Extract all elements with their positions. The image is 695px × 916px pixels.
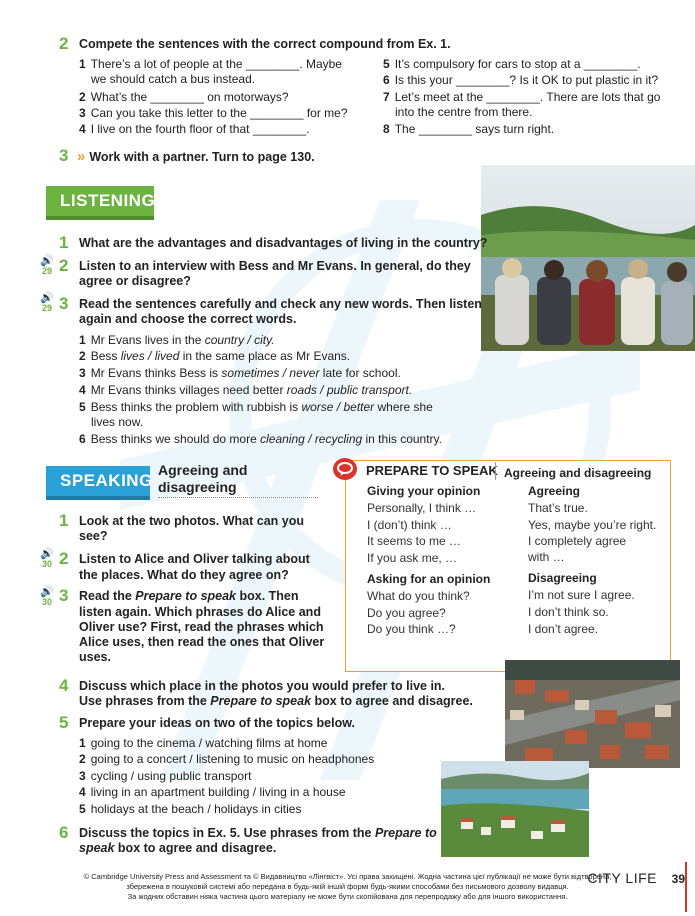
speaking-ex3-line5: uses. [79, 650, 111, 664]
footer-line: За жодних обставин ніяка частина цього матеріалу не може бути скопійована для перепродажу або для іншого використання. [127, 892, 568, 901]
speaking-ex2 [59, 549, 310, 568]
speech-bubble-icon [333, 458, 357, 480]
item-number: 5 [383, 57, 390, 71]
listening-band: LISTENING [46, 186, 154, 216]
ex-heading-text: box to agree and disagree. [114, 841, 277, 855]
ex-heading-text: Look at the two photos. What can you [79, 514, 304, 528]
item-text: Let’s meet at the ________. There are lots that go [394, 90, 661, 104]
list-item-cont: lives now. [91, 415, 144, 429]
ex2-number: 2 [59, 34, 69, 53]
item-number: 3 [79, 366, 86, 380]
speaker-icon: 🔊 [40, 255, 54, 267]
list-item [79, 400, 433, 415]
item-number: 3 [79, 769, 86, 783]
item-text: cycling / using public transport [90, 769, 252, 783]
list-item [79, 57, 342, 72]
item-number: 4 [79, 383, 86, 397]
list-item [79, 769, 251, 784]
listening-ex2-line2: agree or disagree? [79, 274, 191, 288]
list-item [79, 736, 327, 751]
list-item [79, 349, 350, 364]
item-number: 1 [79, 736, 86, 750]
friends-lake-image [481, 165, 695, 351]
phrase: That’s true. [528, 501, 588, 515]
photo-friends-lake [481, 165, 695, 351]
ex-number: 1 [59, 233, 69, 252]
city-aerial-image [505, 660, 680, 768]
speaking-ex3-line2: listen again. Which phrases do Alice and [79, 605, 321, 619]
item-choice: sometimes / never [221, 366, 320, 380]
chevrons-icon: » [77, 148, 86, 165]
ex-heading-text: What are the advantages and disadvantages of living in the country? [79, 236, 488, 250]
track-number: 29 [41, 303, 52, 313]
ex-heading-text: box. Then [236, 589, 299, 603]
item-number: 4 [79, 122, 86, 136]
ex3-number: 3 [59, 146, 69, 165]
phrase: I (don’t) think … [367, 518, 452, 532]
item-number: 6 [383, 73, 390, 87]
ex-heading-text: box to agree and disagree. [311, 694, 473, 708]
disagreeing-heading: Disagreeing [528, 571, 597, 585]
ex-number: 4 [59, 676, 69, 695]
phrase: If you ask me, … [367, 551, 458, 565]
item-text: It’s compulsory for cars to stop at a ________. [394, 57, 641, 71]
speaking-ex1 [59, 511, 304, 530]
audio-track-29[interactable] [39, 256, 55, 276]
listening-ex3 [59, 294, 482, 313]
track-number: 30 [41, 559, 52, 569]
list-item [79, 383, 412, 398]
speaking-ex5 [59, 713, 355, 732]
title-separator [495, 462, 496, 480]
list-item [383, 57, 641, 72]
item-text: going to a concert / listening to music on headphones [90, 752, 375, 766]
audio-track-29[interactable] [39, 293, 55, 313]
item-choice: worse / better [301, 400, 375, 414]
item-text: holidays at the beach / holidays in cities [90, 802, 302, 816]
item-text: where she [374, 400, 433, 414]
ex-heading-italic: speak [79, 841, 115, 855]
page-edge-marker [685, 862, 695, 912]
speaking-ex1-line2: see? [79, 529, 108, 543]
list-item [383, 122, 554, 137]
item-number: 2 [79, 90, 86, 104]
item-text: late for school. [319, 366, 401, 380]
speaker-icon: 🔊 [40, 586, 54, 598]
item-number: 5 [79, 802, 86, 816]
phrase: I’m not sure I agree. [528, 588, 635, 602]
phrase: Yes, maybe you’re right. [528, 518, 657, 532]
ex-heading-text: Discuss which place in the photos you would prefer to live in. [79, 679, 446, 693]
phrase: What do you think? [367, 589, 470, 603]
item-text: in this country. [362, 432, 442, 446]
ex-heading-text: Read the [79, 589, 136, 603]
item-text: Mr Evans thinks villages need better [90, 383, 287, 397]
phrase: I completely agree [528, 534, 627, 548]
audio-track-30[interactable] [39, 549, 55, 569]
list-item [79, 785, 346, 800]
item-text: The ________ says turn right. [394, 122, 555, 136]
list-item [79, 802, 301, 817]
photo-city-aerial [505, 660, 680, 768]
item-text: Bess thinks we should do more [90, 432, 261, 446]
speaker-icon: 🔊 [40, 548, 54, 560]
ex-heading-text: Listen to Alice and Oliver talking about [79, 552, 310, 566]
item-number: 5 [79, 400, 86, 414]
item-number: 6 [79, 432, 86, 446]
speaking-ex3-line3: Oliver use? First, read the phrases which [79, 620, 324, 634]
audio-track-30[interactable] [39, 587, 55, 607]
ex-heading-italic: Prepare to speak [210, 694, 312, 708]
item-number: 2 [79, 752, 86, 766]
item-choice: roads / public transport. [286, 383, 413, 397]
item-text: There’s a lot of people at the ________. Maybe [90, 57, 342, 71]
list-item [79, 106, 348, 121]
item-choice: cleaning / recycling [260, 432, 363, 446]
item-number: 3 [79, 106, 86, 120]
page-number: 39 [671, 872, 685, 886]
item-choice: lives / lived [120, 349, 180, 363]
list-item [79, 333, 275, 348]
speaking-ex4 [59, 676, 446, 695]
prepare-subtitle: Agreeing and disagreeing [504, 466, 652, 480]
footer-line: збережена в пошуковій системі або передана в будь-якій іншій формі будь-якими способами без письмового дозволу видавця. [126, 882, 569, 891]
listening-ex1 [59, 233, 488, 252]
ex-number: 2 [59, 549, 69, 568]
ex-number: 3 [59, 586, 69, 605]
unit-name: CITY LIFE [587, 870, 657, 886]
phrase: It seems to me … [367, 534, 462, 548]
phrase: I don’t think so. [528, 605, 609, 619]
phrase: with … [528, 550, 565, 564]
speaking-ex6-line2 [79, 841, 276, 856]
track-number: 30 [41, 597, 52, 607]
list-item [79, 366, 401, 381]
item-text: Mr Evans lives in the [90, 333, 205, 347]
ex-heading-italic: Prepare to [374, 826, 437, 840]
ex-heading-text: Discuss the topics in Ex. 5. Use phrases from the [79, 826, 375, 840]
listening-ex2 [59, 256, 471, 275]
speaking-ex3 [59, 586, 299, 605]
giving-opinion-heading: Giving your opinion [367, 484, 481, 498]
list-item [383, 73, 658, 88]
item-text: Bess [90, 349, 121, 363]
item-number: 2 [79, 349, 86, 363]
ex-number: 2 [59, 256, 69, 275]
list-item [383, 90, 660, 105]
listening-ex3-line2: again and choose the correct words. [79, 312, 297, 326]
list-item [79, 90, 289, 105]
list-item [79, 432, 442, 447]
item-number: 4 [79, 785, 86, 799]
item-choice: country / city. [204, 333, 275, 347]
list-item [79, 752, 374, 767]
speaking-ex3-line4: Alice uses, then read the ones that Oliver [79, 635, 325, 649]
ex-heading-text: Use phrases from the [79, 694, 211, 708]
item-number: 7 [383, 90, 390, 104]
item-text: Is this your ________? Is it OK to put plastic in it? [394, 73, 659, 87]
footer-line: © Cambridge University Press and Assessment та © Видавництво «Лінгвіст». Усі права захищені. Жодна частина цієї публікації не може бути відтворена, [83, 872, 612, 881]
speaking-subtitle-line2: disagreeing [158, 479, 237, 495]
coastal-village-image [441, 761, 589, 857]
item-text: in the same place as Mr Evans. [179, 349, 351, 363]
item-number: 1 [79, 57, 86, 71]
item-number: 8 [383, 122, 390, 136]
listening-band-shadow [46, 216, 154, 220]
ex-number: 5 [59, 713, 69, 732]
list-item-cont: into the centre from there. [395, 105, 533, 119]
ex-number: 6 [59, 823, 69, 842]
photo-coastal-village [441, 761, 589, 857]
speaking-band: SPEAKING [46, 466, 150, 496]
ex-heading-italic: Prepare to speak [135, 589, 237, 603]
item-text: Can you take this letter to the ________ for me? [90, 106, 348, 120]
item-number: 1 [79, 333, 86, 347]
ex3-top-heading [59, 146, 315, 165]
item-text: I live on the fourth floor of that ________. [90, 122, 310, 136]
track-number: 29 [41, 266, 52, 276]
ex-heading-text: Prepare your ideas on two of the topics below. [79, 716, 355, 730]
phrase: Personally, I think … [367, 501, 477, 515]
phrase: Do you agree? [367, 606, 446, 620]
speaking-ex2-line2: the places. What do they agree on? [79, 568, 289, 582]
asking-opinion-heading: Asking for an opinion [367, 572, 491, 586]
ex2-heading-text: Compete the sentences with the correct compound from Ex. 1. [79, 37, 451, 51]
phrase: Do you think …? [367, 622, 456, 636]
item-text: Mr Evans thinks Bess is [90, 366, 222, 380]
speaking-ex4-line2 [79, 694, 473, 709]
list-item-cont: we should catch a bus instead. [91, 72, 256, 86]
item-text: What’s the ________ on motorways? [90, 90, 289, 104]
ex-heading-text: Listen to an interview with Bess and Mr Evans. In general, do they [79, 259, 471, 273]
item-text: going to the cinema / watching films at home [90, 736, 328, 750]
ex-number: 1 [59, 511, 69, 530]
item-text: Bess thinks the problem with rubbish is [90, 400, 302, 414]
prepare-title: PREPARE TO SPEAK [366, 463, 498, 478]
phrase: I don’t agree. [528, 622, 599, 636]
subtitle-divider [158, 497, 318, 498]
item-text: living in an apartment building / living in a house [90, 785, 346, 799]
ex-number: 3 [59, 294, 69, 313]
agreeing-heading: Agreeing [528, 484, 581, 498]
speaking-band-shadow [46, 496, 150, 500]
ex2-heading [59, 34, 451, 53]
ex3-heading-text: Work with a partner. Turn to page 130. [89, 150, 315, 164]
speaking-subtitle [158, 462, 247, 496]
speaking-ex6 [59, 823, 437, 842]
speaking-subtitle-line1: Agreeing and [158, 462, 248, 478]
ex-heading-text: Read the sentences carefully and check any new words. Then listen [79, 297, 482, 311]
speaker-icon: 🔊 [40, 292, 54, 304]
list-item [79, 122, 310, 137]
